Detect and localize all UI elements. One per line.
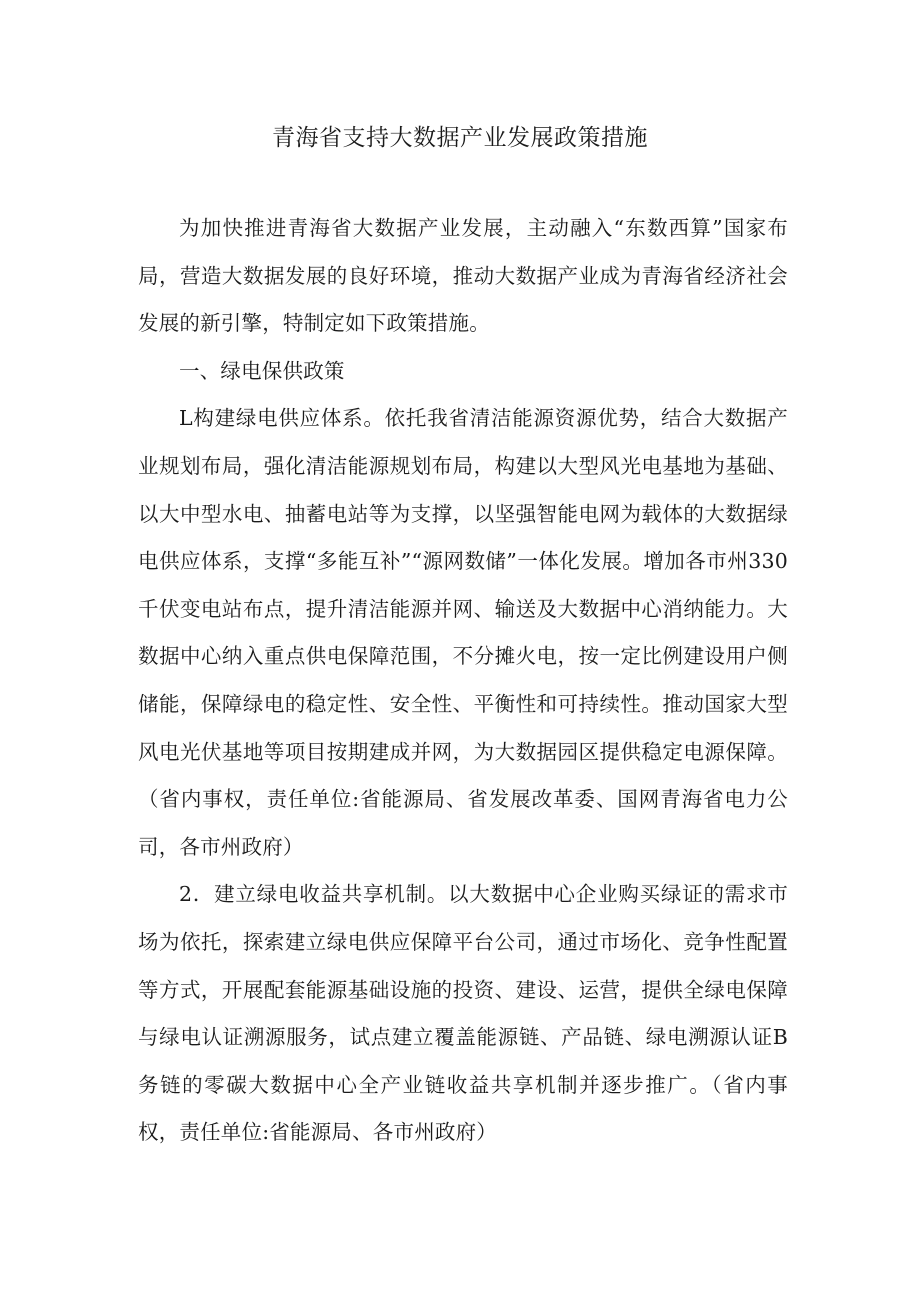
- intro-paragraph: 为加快推进青海省大数据产业发展，主动融入“东数西算”国家布局，营造大数据发展的良好环境，推动大数据产业成为青海省经济社会发展的新引擎，特制定如下政策措施。: [138, 216, 788, 336]
- policy-item-1: L构建绿电供应体系。依托我省清洁能源资源优势，结合大数据产业规划布局，强化清洁能源规划布局，构建以大型风光电基地为基础、以大中型水电、抽蓄电站等为支撑，以坚强智能电网为载体的大数据绿电供应体系，支撑“多能互补”“源网数储”一体化发展。增加各市州330千伏变电站布点，提升清洁能源并网、输送及大数据中心消纳能力。大数据中心纳入重点供电保障范围，不分摊火电，按一定比例建设用户侧储能，保障绿电的稳定性、安全性、平衡性和可持续性。推动国家大型风电光伏基地等项目按期建成并网，为大数据园区提供稳定电源保障。（省内事权，责任单位:省能源局、省发展改革委、国网青海省电力公司，各市州政府）: [138, 406, 788, 859]
- policy-item-2: 2．建立绿电收益共享机制。以大数据中心企业购买绿证的需求市场为依托，探索建立绿电供应保障平台公司，通过市场化、竞争性配置等方式，开展配套能源基础设施的投资、建设、运营，提供全绿电保障与绿电认证溯源服务，试点建立覆盖能源链、产品链、绿电溯源认证B务链的零碳大数据中心全产业链收益共享机制并逐步推广。（省内事权，责任单位:省能源局、各市州政府）: [138, 882, 788, 1145]
- document-title: 青海省支持大数据产业发展政策措施: [272, 125, 648, 151]
- document-body: [138, 205, 788, 1157]
- section-heading-green-power: 一、绿电保供政策: [179, 358, 345, 383]
